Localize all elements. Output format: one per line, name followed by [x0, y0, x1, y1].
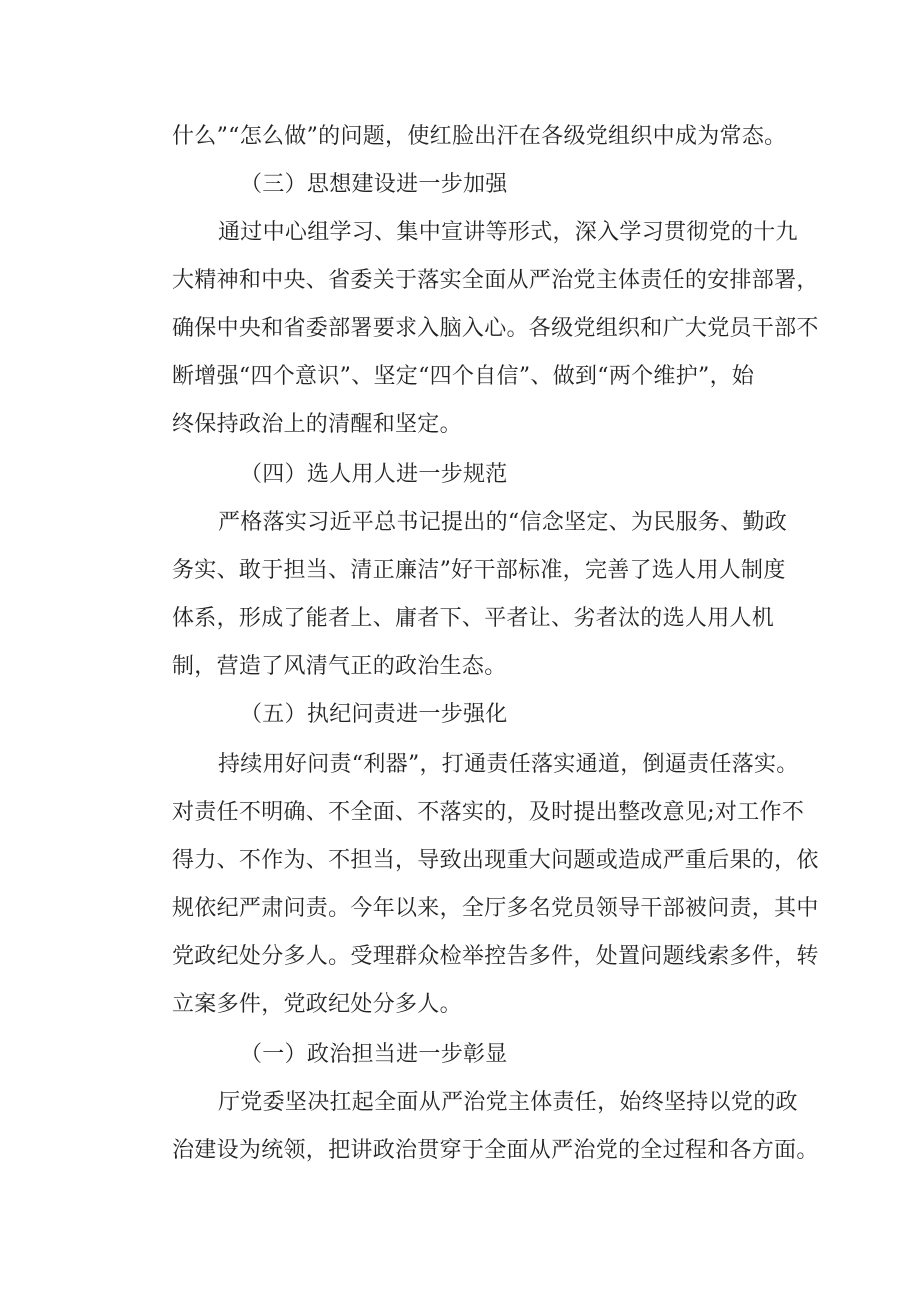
text-line: 治建设为统领，把讲政治贯穿于全面从严治党的全过程和各方面。: [172, 1138, 819, 1163]
text-line: 规依纪严肃问责。今年以来，全厅多名党员领导干部被问责，其中: [172, 896, 819, 921]
section-heading-4: （四）选人用人进一步规范: [240, 462, 508, 487]
text-line: 体系，形成了能者上、庸者下、平者让、劣者汰的选人用人机: [172, 606, 775, 631]
text-line: 立案多件，党政纪处分多人。: [172, 992, 462, 1017]
text-line: 得力、不作为、不担当，导致出现重大问题或造成严重后果的，依: [172, 848, 819, 873]
text-line: 大精神和中央、省委关于落实全面从严治党主体责任的安排部署，: [172, 268, 819, 293]
text-line: 什么”“怎么做”的问题，使红脸出汗在各级党组织中成为常态。: [172, 124, 787, 149]
text-line: 严格落实习近平总书记提出的“信念坚定、为民服务、勤政: [218, 510, 788, 535]
text-line: 持续用好问责“利器”，打通责任落实通道，倒逼责任落实。: [218, 752, 799, 777]
section-heading-1: （一）政治担当进一步彰显: [240, 1042, 508, 1067]
text-line: 断增强“四个意识”、坚定“四个自信”、做到“两个维护”，始: [172, 364, 755, 389]
text-line: 厅党委坚决扛起全面从严治党主体责任，始终坚持以党的政: [218, 1090, 798, 1115]
text-line: 党政纪处分多人。受理群众检举控告多件，处置问题线索多件，转: [172, 944, 819, 969]
text-line: 务实、敢于担当、清正廉洁”好干部标准，完善了选人用人制度: [172, 558, 786, 583]
text-line: 制，营造了风清气正的政治生态。: [172, 654, 507, 679]
text-line: 通过中心组学习、集中宣讲等形式，深入学习贯彻党的十九: [218, 220, 798, 245]
section-heading-3: （三）思想建设进一步加强: [240, 172, 508, 197]
text-line: 终保持政治上的清醒和坚定。: [172, 412, 462, 437]
section-heading-5: （五）执纪问责进一步强化: [240, 702, 508, 727]
text-line: 确保中央和省委部署要求入脑入心。各级党组织和广大党员干部不: [172, 316, 819, 341]
text-line: 对责任不明确、不全面、不落实的，及时提出整改意见;对工作不: [172, 800, 805, 825]
